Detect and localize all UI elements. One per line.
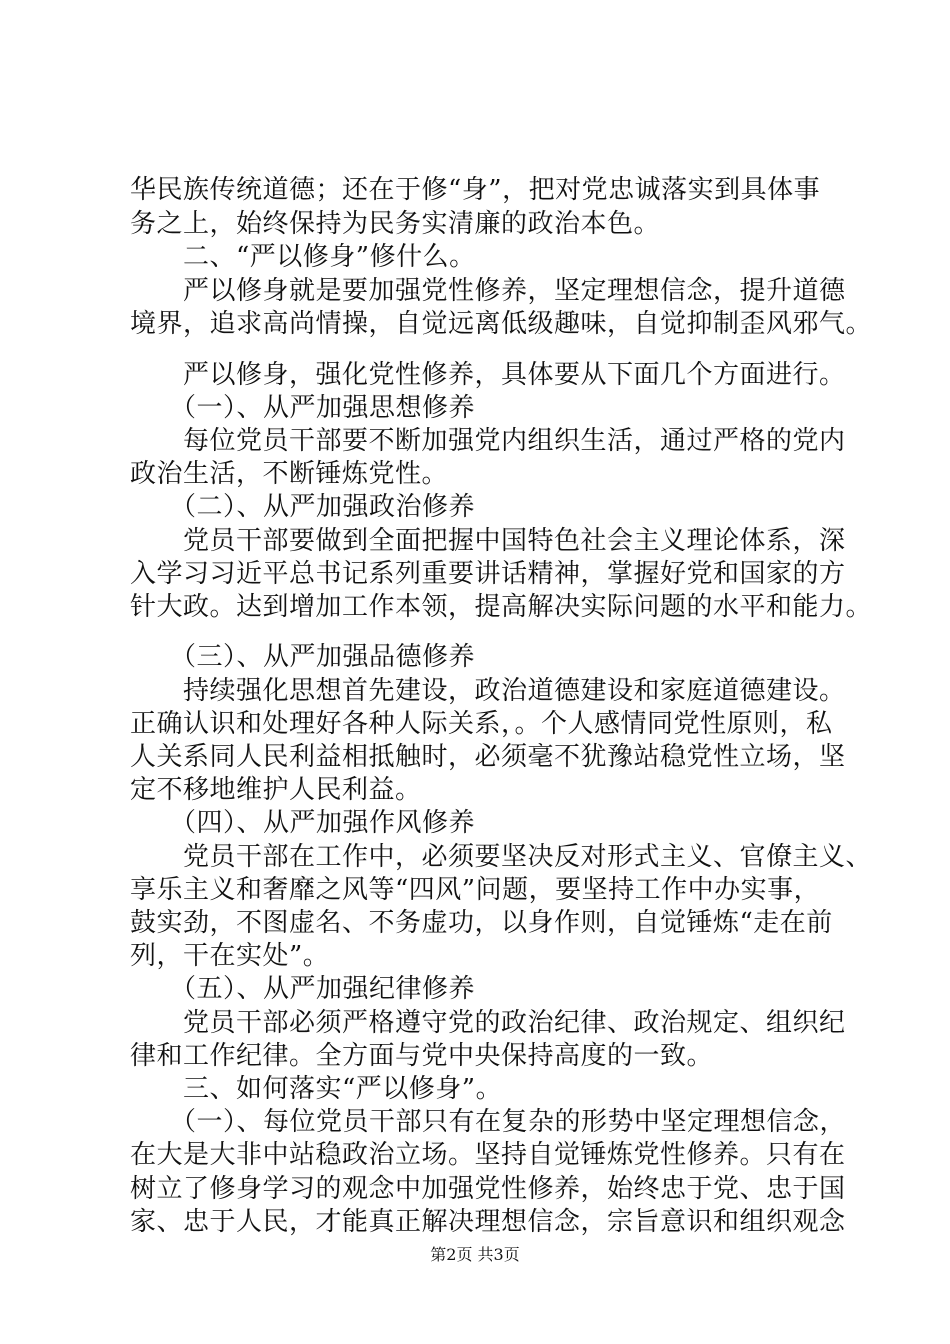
text-line: 律和工作纪律。全方面与党中央保持高度的一致。 [130,1041,714,1071]
text-line: 享乐主义和奢靡之风等“四风”问题，要坚持工作中办实事， [130,875,821,905]
text-line: 鼓实劲，不图虚名、不务虚功，以身作则，自觉锤炼“走在前 [130,908,833,938]
text-line: 严以修身就是要加强党性修养，坚定理想信念，提升道德 [130,276,846,306]
text-line: 正确认识和处理好各种人际关系，。个人感情同党性原则，私 [130,709,833,739]
text-line: 每位党员干部要不断加强党内组织生活，通过严格的党内 [130,426,846,456]
section-heading: 三、如何落实“严以修身”。 [130,1074,503,1104]
text-line: 务之上，始终保持为民务实清廉的政治本色。 [130,209,661,239]
text-line: 家、忠于人民，才能真正解决理想信念，宗旨意识和组织观念 [130,1207,846,1237]
text-line: 境界，追求高尚情操，自觉远离低级趣味，自觉抑制歪风邪气。 [130,309,873,339]
subsection-heading: （一）、从严加强思想修养 [130,393,476,423]
text-line: 党员干部必须严格遵守党的政治纪律、政治规定、组织纪 [130,1008,846,1038]
subsection-heading: （四）、从严加强作风修养 [130,808,476,838]
text-line: 政治生活，不断锤炼党性。 [130,459,449,489]
text-line: 党员干部要做到全面把握中国特色社会主义理论体系，深 [130,526,846,556]
text-line: 定不移地维护人民利益。 [130,775,422,805]
text-line: 树立了修身学习的观念中加强党性修养，始终忠于党、忠于国 [130,1174,846,1204]
text-line: 人关系同人民利益相抵触时，必须毫不犹豫站稳党性立场，坚 [130,742,846,772]
subsection-heading: （二）、从严加强政治修养 [130,492,476,522]
subsection-heading: （三）、从严加强品德修养 [130,642,476,672]
text-line: 华民族传统道德；还在于修“身”，把对党忠诚落实到具体事 [130,175,821,205]
text-line: 在大是大非中站稳政治立场。坚持自觉锤炼党性修养。只有在 [130,1140,846,1170]
text-line: 持续强化思想首先建设，政治道德建设和家庭道德建设。 [130,676,846,706]
text-line: 入学习习近平总书记系列重要讲话精神，掌握好党和国家的方 [130,559,846,589]
text-line: 针大政。达到增加工作本领，提高解决实际问题的水平和能力。 [130,592,873,622]
text-line: （一）、每位党员干部只有在复杂的形势中坚定理想信念， [130,1107,847,1137]
text-line: 列，干在实处”。 [130,941,330,971]
page-number-footer: 第2页 共3页 [430,1245,520,1264]
text-line: 严以修身，强化党性修养，具体要从下面几个方面进行。 [130,360,846,390]
subsection-heading: （五）、从严加强纪律修养 [130,974,476,1004]
section-heading: 二、“严以修身”修什么。 [130,242,476,272]
text-line: 党员干部在工作中，必须要坚决反对形式主义、官僚主义、 [130,842,873,872]
